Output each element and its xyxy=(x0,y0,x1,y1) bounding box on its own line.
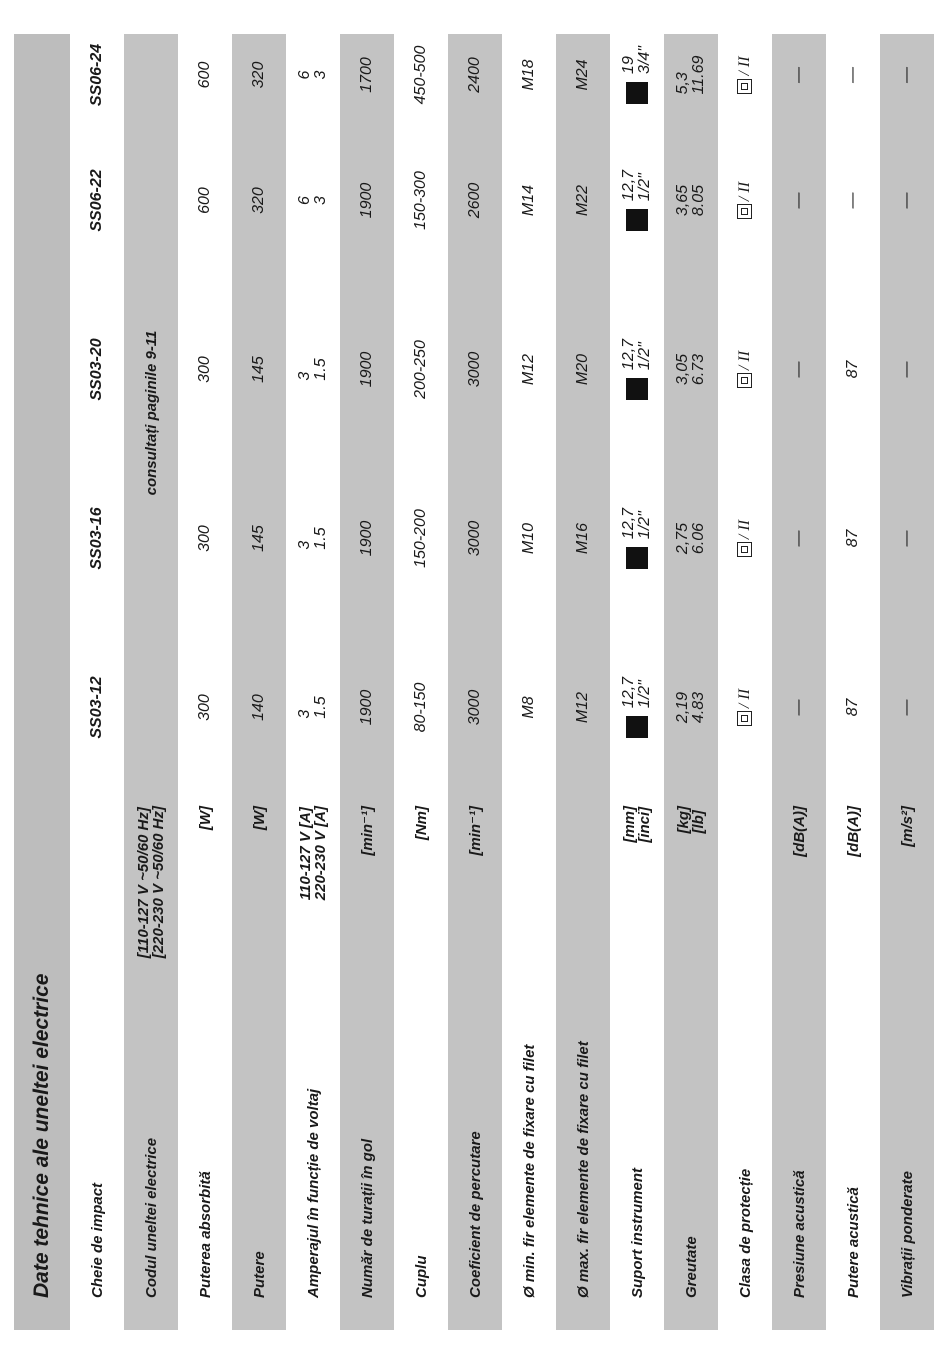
cell-value: 6.06 xyxy=(690,522,707,555)
cell-value: 3000 xyxy=(448,454,502,623)
cell-value: 12,7 xyxy=(620,338,637,371)
model-ss06-24: SS06-24 xyxy=(88,43,105,107)
cell-value: / II xyxy=(735,181,753,202)
double-insulation-icon xyxy=(737,711,752,726)
row-absorbed-power xyxy=(178,34,232,1330)
row-unit: [dB(A)] xyxy=(844,806,862,857)
cell-value: 150-300 xyxy=(412,171,429,230)
row-impact-rate xyxy=(448,34,502,1330)
cell-value: 2,19 xyxy=(674,691,691,724)
cell-value: 1/2" xyxy=(636,173,653,202)
square-drive-icon xyxy=(626,547,648,569)
row-label: Presiune acustică xyxy=(772,970,826,1330)
cell-value: 145 xyxy=(232,454,286,623)
model-ss03-16: SS03-16 xyxy=(88,507,105,570)
square-drive-icon xyxy=(626,82,648,104)
cell-value: — xyxy=(772,623,826,792)
row-sound-pressure xyxy=(772,34,826,1330)
cell-value: 3 xyxy=(296,540,313,550)
square-drive-icon xyxy=(626,716,648,738)
row-unit: [W] xyxy=(196,806,214,831)
cell-value: 1.5 xyxy=(312,527,329,550)
double-insulation-icon xyxy=(737,204,752,219)
cell-value: — xyxy=(772,454,826,623)
square-drive-icon xyxy=(626,209,648,231)
cell-value: M14 xyxy=(520,184,537,217)
cell-value: 3,65 xyxy=(674,184,691,217)
row-torque xyxy=(394,34,448,1330)
cell-value: — xyxy=(772,116,826,285)
unit-line: [kg] xyxy=(675,806,692,834)
cell-value: 320 xyxy=(232,34,286,116)
row-vibration xyxy=(880,34,934,1330)
cell-value: — xyxy=(772,34,826,116)
cell-value: 6 xyxy=(296,70,313,80)
cell-value: 1900 xyxy=(340,454,394,623)
row-protection-class xyxy=(718,34,772,1330)
row-power xyxy=(232,34,286,1330)
cell-value: 3,05 xyxy=(674,353,691,386)
model-ss03-20: SS03-20 xyxy=(88,338,105,401)
cell-value: 150-200 xyxy=(412,509,429,568)
unit-line: 220-230 V [A] xyxy=(312,806,329,901)
model-ss03-12: SS03-12 xyxy=(88,676,105,739)
cell-value: / II xyxy=(735,519,753,540)
specs-table xyxy=(14,34,934,1330)
cell-value: 3 xyxy=(312,196,329,205)
row-label: Cuplu xyxy=(412,1255,430,1298)
unit-line: [inci] xyxy=(636,806,653,843)
cell-value: 200-250 xyxy=(412,340,429,399)
unit-line: [220-230 V ~50/60 Hz] xyxy=(150,806,167,959)
cell-value: 1/2" xyxy=(636,680,653,709)
cell-value: 8.05 xyxy=(690,184,707,217)
cell-value: 1900 xyxy=(340,116,394,285)
row-label: Coeficient de percutare xyxy=(448,970,502,1330)
row-unit: [W] xyxy=(232,792,286,970)
row-sound-power xyxy=(826,34,880,1330)
unit-line: 110-127 V [A] xyxy=(297,807,314,901)
double-insulation-icon xyxy=(737,373,752,388)
row-label: Amperajul în funcție de voltaj xyxy=(304,1088,322,1298)
code-note: consultați paginile 9-11 xyxy=(124,34,178,792)
cell-value: M10 xyxy=(520,522,537,555)
header-row xyxy=(70,34,124,1330)
square-drive-icon xyxy=(626,378,648,400)
cell-value: 1/2" xyxy=(636,342,653,371)
cell-value: 3000 xyxy=(448,623,502,792)
cell-value: M22 xyxy=(556,116,610,285)
unit-line: [lb] xyxy=(690,810,707,834)
row-label: Ø min. fir elemente de fixare cu filet xyxy=(520,1044,538,1298)
cell-value: 300 xyxy=(196,525,213,552)
cell-value: 80-150 xyxy=(412,682,429,733)
cell-value: 3 xyxy=(296,371,313,381)
cell-value: M8 xyxy=(520,696,537,719)
cell-value: 140 xyxy=(232,623,286,792)
header-label: Cheie de impact xyxy=(88,1182,106,1298)
row-max-thread xyxy=(556,34,610,1330)
cell-value: M16 xyxy=(556,454,610,623)
row-label: Clasa de protecție xyxy=(736,1168,754,1298)
row-weight xyxy=(664,34,718,1330)
row-label: Suport instrument xyxy=(628,1168,646,1298)
cell-value: 320 xyxy=(232,116,286,285)
row-idle-speed xyxy=(340,34,394,1330)
cell-value: 19 xyxy=(620,56,637,74)
row-min-thread xyxy=(502,34,556,1330)
cell-value: 4.83 xyxy=(690,691,707,724)
cell-value: 3/4" xyxy=(636,46,653,74)
row-unit: [dB(A)] xyxy=(772,792,826,970)
cell-value: M20 xyxy=(556,285,610,454)
cell-value: 450-500 xyxy=(412,45,429,105)
cell-value: 3 xyxy=(312,70,329,80)
row-label: Putere xyxy=(232,970,286,1330)
row-label: Puterea absorbită xyxy=(196,1171,214,1298)
row-label: Codul uneltei electrice xyxy=(124,970,178,1330)
cell-value: / II xyxy=(735,688,753,709)
row-label: Ø max. fir elemente de fixare cu filet xyxy=(556,792,610,1330)
cell-value: 87 xyxy=(844,529,861,548)
cell-value: 11.69 xyxy=(690,55,707,95)
cell-value: 600 xyxy=(196,187,213,214)
row-label: Greutate xyxy=(664,970,718,1330)
cell-value: — xyxy=(844,66,861,83)
cell-value: 3000 xyxy=(448,285,502,454)
cell-value: 5,3 xyxy=(674,72,691,95)
cell-value: 87 xyxy=(844,360,861,379)
cell-value: 1.5 xyxy=(312,696,329,719)
cell-value: — xyxy=(880,34,934,116)
row-amperage xyxy=(286,34,340,1330)
title-row xyxy=(14,34,70,1330)
cell-value: 2600 xyxy=(448,116,502,285)
model-ss06-22: SS06-22 xyxy=(88,169,105,232)
double-insulation-icon xyxy=(737,542,752,557)
cell-value: 6 xyxy=(296,196,313,205)
cell-value: 145 xyxy=(232,285,286,454)
cell-value: M12 xyxy=(556,623,610,792)
row-unit: [m/s²] xyxy=(880,792,934,970)
cell-value: / II xyxy=(735,350,753,371)
cell-value: M12 xyxy=(520,353,537,386)
cell-value: — xyxy=(772,285,826,454)
cell-value: 12,7 xyxy=(620,676,637,709)
cell-value: 1900 xyxy=(340,285,394,454)
cell-value: 87 xyxy=(844,698,861,717)
row-label: Putere acustică xyxy=(844,1187,862,1298)
unit-line: [mm] xyxy=(621,806,638,843)
cell-value: — xyxy=(880,623,934,792)
cell-value: — xyxy=(880,285,934,454)
cell-value: M24 xyxy=(556,34,610,116)
row-unit: [min⁻¹] xyxy=(448,792,502,970)
cell-value: 2,75 xyxy=(674,522,691,555)
cell-value: / II xyxy=(735,56,753,76)
row-code xyxy=(124,34,178,1330)
cell-value: 600 xyxy=(196,61,213,89)
double-insulation-icon xyxy=(737,79,752,94)
cell-value: 300 xyxy=(196,694,213,721)
cell-value: 1.5 xyxy=(312,358,329,381)
row-unit: [Nm] xyxy=(412,806,430,841)
table-title: Date tehnice ale uneltei electrice xyxy=(30,973,53,1298)
cell-value: 12,7 xyxy=(620,507,637,540)
cell-value: M18 xyxy=(520,59,537,91)
cell-value: 12,7 xyxy=(620,169,637,202)
unit-line: [110-127 V ~50/60 Hz] xyxy=(135,807,152,959)
row-unit: [min⁻¹] xyxy=(340,792,394,970)
cell-value: 1/2" xyxy=(636,511,653,540)
row-tool-holder xyxy=(610,34,664,1330)
cell-value: 3 xyxy=(296,709,313,719)
cell-value: 2400 xyxy=(448,34,502,116)
cell-value: — xyxy=(844,192,861,209)
cell-value: 1700 xyxy=(340,34,394,116)
cell-value: 6.73 xyxy=(690,353,707,386)
row-label: Număr de turații în gol xyxy=(340,970,394,1330)
cell-value: — xyxy=(880,116,934,285)
row-label: Vibrații ponderate xyxy=(880,970,934,1330)
cell-value: — xyxy=(880,454,934,623)
cell-value: 1900 xyxy=(340,623,394,792)
cell-value: 300 xyxy=(196,356,213,383)
